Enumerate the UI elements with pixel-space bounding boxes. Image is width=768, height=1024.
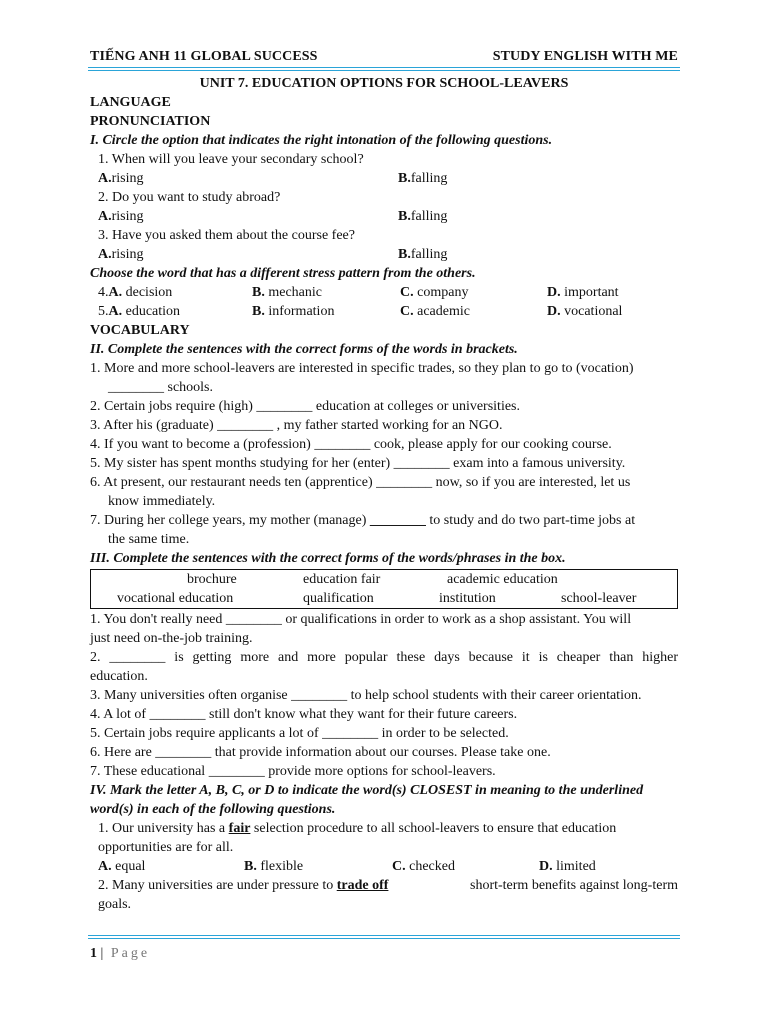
heading-language: LANGUAGE xyxy=(90,95,171,110)
box-s5: 5. Certain jobs require applicants a lot of ________ in order to be selected. xyxy=(90,726,509,741)
option-a: A.rising xyxy=(98,209,144,224)
heading-vocabulary: VOCABULARY xyxy=(90,323,190,338)
section3-instruction: III. Complete the sentences with the correct forms of the words/phrases in the box. xyxy=(90,551,566,566)
section2-instruction: II. Complete the sentences with the correct forms of the words in brackets. xyxy=(90,342,518,357)
closest-q1: 1. Our university has a fair selection procedure to all school-leavers to ensure that education xyxy=(98,821,617,836)
word-form-s6: 6. At present, our restaurant needs ten (apprentice) ________ now, so if you are interested, let us xyxy=(90,475,631,490)
option-a: A.rising xyxy=(98,247,144,262)
closest-q1-cont: opportunities are for all. xyxy=(98,840,234,855)
heading-pronunciation: PRONUNCIATION xyxy=(90,114,211,129)
option-c: C. checked xyxy=(392,859,455,874)
option-d: D. limited xyxy=(539,859,596,874)
header-right: STUDY ENGLISH WITH ME xyxy=(492,49,678,64)
intonation-q3-options xyxy=(90,245,678,264)
box-word: vocational education xyxy=(117,591,234,606)
intonation-q1: 1. When will you leave your secondary school? xyxy=(98,152,364,167)
footer-separator: | xyxy=(100,946,104,961)
intonation-q2-options xyxy=(90,207,678,226)
word-form-s7-cont: the same time. xyxy=(108,532,190,547)
option-d: D. important xyxy=(547,285,619,300)
box-s3: 3. Many universities often organise ________ to help school students with their career orientation. xyxy=(90,688,642,703)
intonation-q1-options xyxy=(90,169,678,188)
header-left: TIẾNG ANH 11 GLOBAL SUCCESS xyxy=(90,49,318,64)
worksheet-content xyxy=(90,74,678,914)
word-form-s3: 3. After his (graduate) ________ , my father started working for an NGO. xyxy=(90,418,503,433)
box-s2-cont: education. xyxy=(90,669,148,684)
header-rule-top xyxy=(88,67,680,68)
footer-rule-top xyxy=(88,935,680,936)
word-form-s2: 2. Certain jobs require (high) ________ education at colleges or universities. xyxy=(90,399,521,414)
stress-q4 xyxy=(90,283,678,302)
option-b: B. flexible xyxy=(244,859,304,874)
word-form-s5: 5. My sister has spent months studying for her (enter) ________ exam into a famous university. xyxy=(90,456,626,471)
word-form-s4: 4. If you want to become a (profession) ________ cook, please apply for our cooking course. xyxy=(90,437,612,452)
option-d: D. vocational xyxy=(547,304,623,319)
box-s2: 2. ________ is getting more and more popular these days because it is cheaper than higher xyxy=(90,650,678,665)
underlined-word: trade off xyxy=(336,878,389,893)
box-word: school-leaver xyxy=(561,591,637,606)
option-c: C. company xyxy=(400,285,469,300)
underlined-word: fair xyxy=(228,821,251,836)
closest-q2-cont: goals. xyxy=(98,897,132,912)
box-s7: 7. These educational ________ provide more options for school-leavers. xyxy=(90,764,496,779)
box-word: brochure xyxy=(187,572,237,587)
page-footer xyxy=(90,944,150,963)
stress-q5 xyxy=(90,302,678,321)
option-a: A. equal xyxy=(98,859,146,874)
option-a: 5.A. education xyxy=(98,304,181,319)
box-word: institution xyxy=(439,591,496,606)
option-c: C. academic xyxy=(400,304,470,319)
page-number: 1 xyxy=(90,946,97,961)
word-form-s6-cont: know immediately. xyxy=(108,494,216,509)
option-a: A.rising xyxy=(98,171,144,186)
intonation-q3: 3. Have you asked them about the course fee? xyxy=(98,228,355,243)
footer-rule-bottom xyxy=(88,938,680,939)
word-form-s1: 1. More and more school-leavers are interested in specific trades, so they plan to go to (vocation) xyxy=(90,361,634,376)
section4-instruction-cont: word(s) in each of the following questions. xyxy=(90,802,336,817)
stress-instruction: Choose the word that has a different stress pattern from the others. xyxy=(90,266,476,281)
intonation-q2: 2. Do you want to study abroad? xyxy=(98,190,281,205)
section4-instruction: IV. Mark the letter A, B, C, or D to indicate the word(s) CLOSEST in meaning to the underlined xyxy=(90,783,644,798)
box-word: education fair xyxy=(303,572,381,587)
word-form-s1-cont: ________ schools. xyxy=(108,380,213,395)
option-a: 4.A. decision xyxy=(98,285,173,300)
box-s6: 6. Here are ________ that provide information about our courses. Please take one. xyxy=(90,745,551,760)
option-b: B.falling xyxy=(398,171,448,186)
page-label: Page xyxy=(110,946,151,961)
option-b: B.falling xyxy=(398,209,448,224)
section1-instruction: I. Circle the option that indicates the right intonation of the following questions. xyxy=(90,133,553,148)
box-s1-cont: just need on-the-job training. xyxy=(90,631,253,646)
closest-q1-options xyxy=(90,857,678,876)
word-form-s7: 7. During her college years, my mother (manage) ________ to study and do two part-time jobs at xyxy=(90,513,636,528)
unit-title: UNIT 7. EDUCATION OPTIONS FOR SCHOOL-LEAVERS xyxy=(199,76,569,91)
closest-q2: 2. Many universities are under pressure to trade off short-term benefits against long-term xyxy=(98,878,678,893)
option-b: B. mechanic xyxy=(252,285,322,300)
box-word: qualification xyxy=(303,591,374,606)
header-rule-bottom xyxy=(88,70,680,71)
option-b: B.falling xyxy=(398,247,448,262)
word-box xyxy=(90,569,678,609)
box-s4: 4. A lot of ________ still don't know what they want for their future careers. xyxy=(90,707,518,722)
box-s1: 1. You don't really need ________ or qualifications in order to work as a shop assistant. You will xyxy=(90,612,632,627)
box-word: academic education xyxy=(447,572,558,587)
page-header xyxy=(90,47,678,66)
option-b: B. information xyxy=(252,304,335,319)
